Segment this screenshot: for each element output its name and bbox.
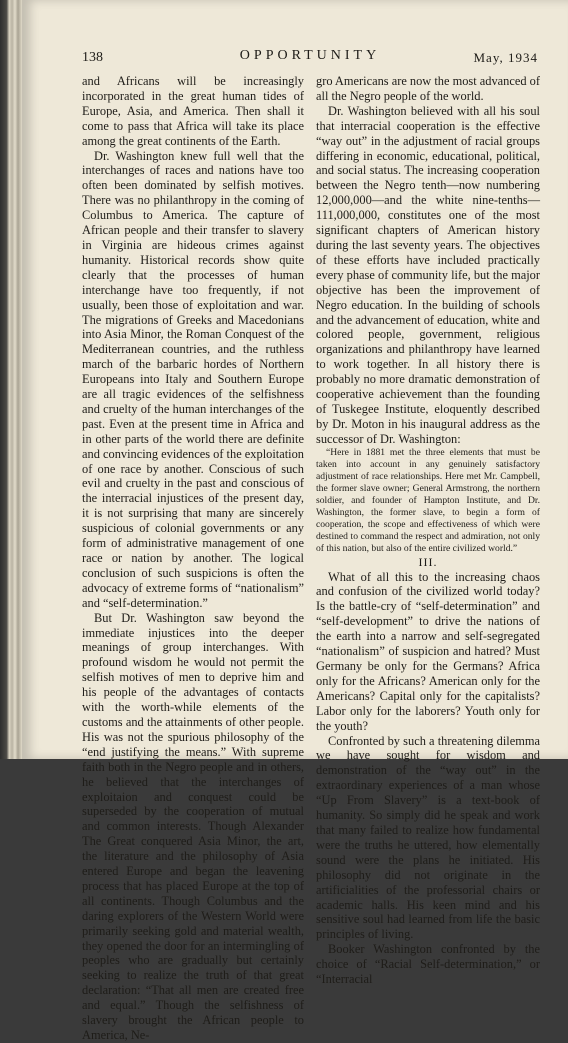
- paragraph: and Africans will be increasingly incorporated in the great human tides of Europe, Asia, and America. Then shall it come to pass that Africa will take its place among the great continents of the Earth.: [82, 74, 304, 148]
- paragraph: Dr. Washington knew full well that the interchanges of races and nations have too often been dominated by selfish motives. There was no philanthropy in the coming of Columbus to America. The capture of African people and their transfer to slavery in Virginia are hideous crimes against humanity. Historical records show quite clearly that the processes of human interchange have too frequently, if not usually, been those of exploitation and war. The migrations of Greeks and Macedonians into Asia Minor, the Roman Conquest of the Mediterranean countries, and the ruthless march of the barbaric hordes of Northern Europeans into Italy and Southern Europe are all tragic evidences of the selfishness and cruelty of the human interchanges of the past. Even at the present time in Africa and in other parts of the world there are definite and convincing evidences of the exploitation of one race by another. Conscious of such evil and cruelty in the past and conscious of the interracial injustices of the present day, it is not surprising that many are sincerely suspicious of colonial governments or any form of administrative management of one race or nation by another. The logical conclusion of such suspicions is often the advocacy of extreme forms of “nationalism” and “self-determination.”: [82, 148, 304, 610]
- paragraph: Dr. Washington believed with all his soul that interracial cooperation is the effective “way out” in the adjustment of racial groups differing in economic, educational, political, and social status. The increasing cooperation between the Negro tenth—now numbering 12,000,000—and the white nine-tenths—111,000,000, constitutes one of the most significant chapters of American history during the last seventy years. The objectives of these efforts have included practically every phase of community life, but the major objective has been the improvement of Negro education. In the building of schools and the advancement of education, white and colored people, government, religious organizations and philanthropy have learned to work together. In all history there is probably no more dramatic demonstration of cooperative achievement than the founding of Tuskegee Institute, eloquently described by Dr. Moton in his inaugural address as the successor of Dr. Washington:: [316, 103, 540, 446]
- page-edge: [0, 0, 22, 759]
- paragraph: But Dr. Washington saw beyond the immediate injustices into the deeper meanings of group interchanges. With profound wisdom he would not permit the selfish motives of men to deprive him and his people of the advantages of contacts with the worth-while elements of the customs and the attainments of other people. His was not the spurious philosophy of the “end justifying the means.” With supreme faith both in the Negro people and in others, he believed that the interchanges of exploitaion and conquest could be superseded by the cooperation of mutual and common interests. Though Alexander The Great conquered Asia Minor, the art, the literature and the philosophy of Asia entered Europe and began the leavening process that has placed Europe at the top of all continents. Though Columbus and the daring explorers of the Western World were primarily seeking gold and material wealth, they opened the door for an intermingling of peoples who are gradually but certainly seeking to realize the truth of that great declaration: “That all men are created free and equal.” Though the selfishness of slavery brought the African people to America, Ne-: [82, 610, 304, 1042]
- journal-title: OPPORTUNITY: [239, 48, 381, 63]
- left-column: [82, 74, 304, 1043]
- right-column: [316, 74, 540, 987]
- page-number: 138: [82, 50, 103, 65]
- running-header: [82, 48, 538, 68]
- paragraph: gro Americans are now the most advanced of all the Negro people of the world.: [316, 74, 540, 103]
- block-quote: “Here in 1881 met the three elements that must be taken into account in any genuinely satisfactory adjustment of race relationships. Here met Mr. Campbell, the former slave owner; General Armstrong, the northern soldier, and founder of Hampton Institute, and Dr. Washington, the former slave, to begin a form of cooperation, the scope and effectiveness of which were destined to command the respect and admiration, not only of this nation, but also of the entire civilized world.”: [316, 446, 540, 554]
- journal-page: [22, 0, 568, 1042]
- paragraph: What of all this to the increasing chaos and confusion of the civilized world today? Is the battle-cry of “self-determination” and “self-development” to drive the nations of the earth into a narrow and self-segregated “nationalism” of suspicion and hatred? Must Germany be only for the Germans? Africa only for the Africans? American only for the Americans? Capital only for the capitalists? Labor only for the laborers? Youth only for the youth?: [316, 569, 540, 733]
- section-heading: III.: [418, 554, 438, 569]
- paragraph: Confronted by such a threatening dilemma we have sought for wisdom and demonstration of the “way out” in the extraordinary experiences of a man whose “Up From Slavery” is a text-book of humanity. So simply did he speak and work that many failed to realize how fundamental were the truths he uttered, how elementally sound were the plans he initiated. His philosophy did not originate in the artificialities of the professorial chairs or academic halls. His keen mind and his sensitive soul had learned from life the basic principles of living.: [316, 733, 540, 942]
- issue-date: May, 1934: [473, 50, 538, 65]
- paragraph: Booker Washington confronted by the choice of “Racial Self-determination,” or “Interracial: [316, 942, 540, 987]
